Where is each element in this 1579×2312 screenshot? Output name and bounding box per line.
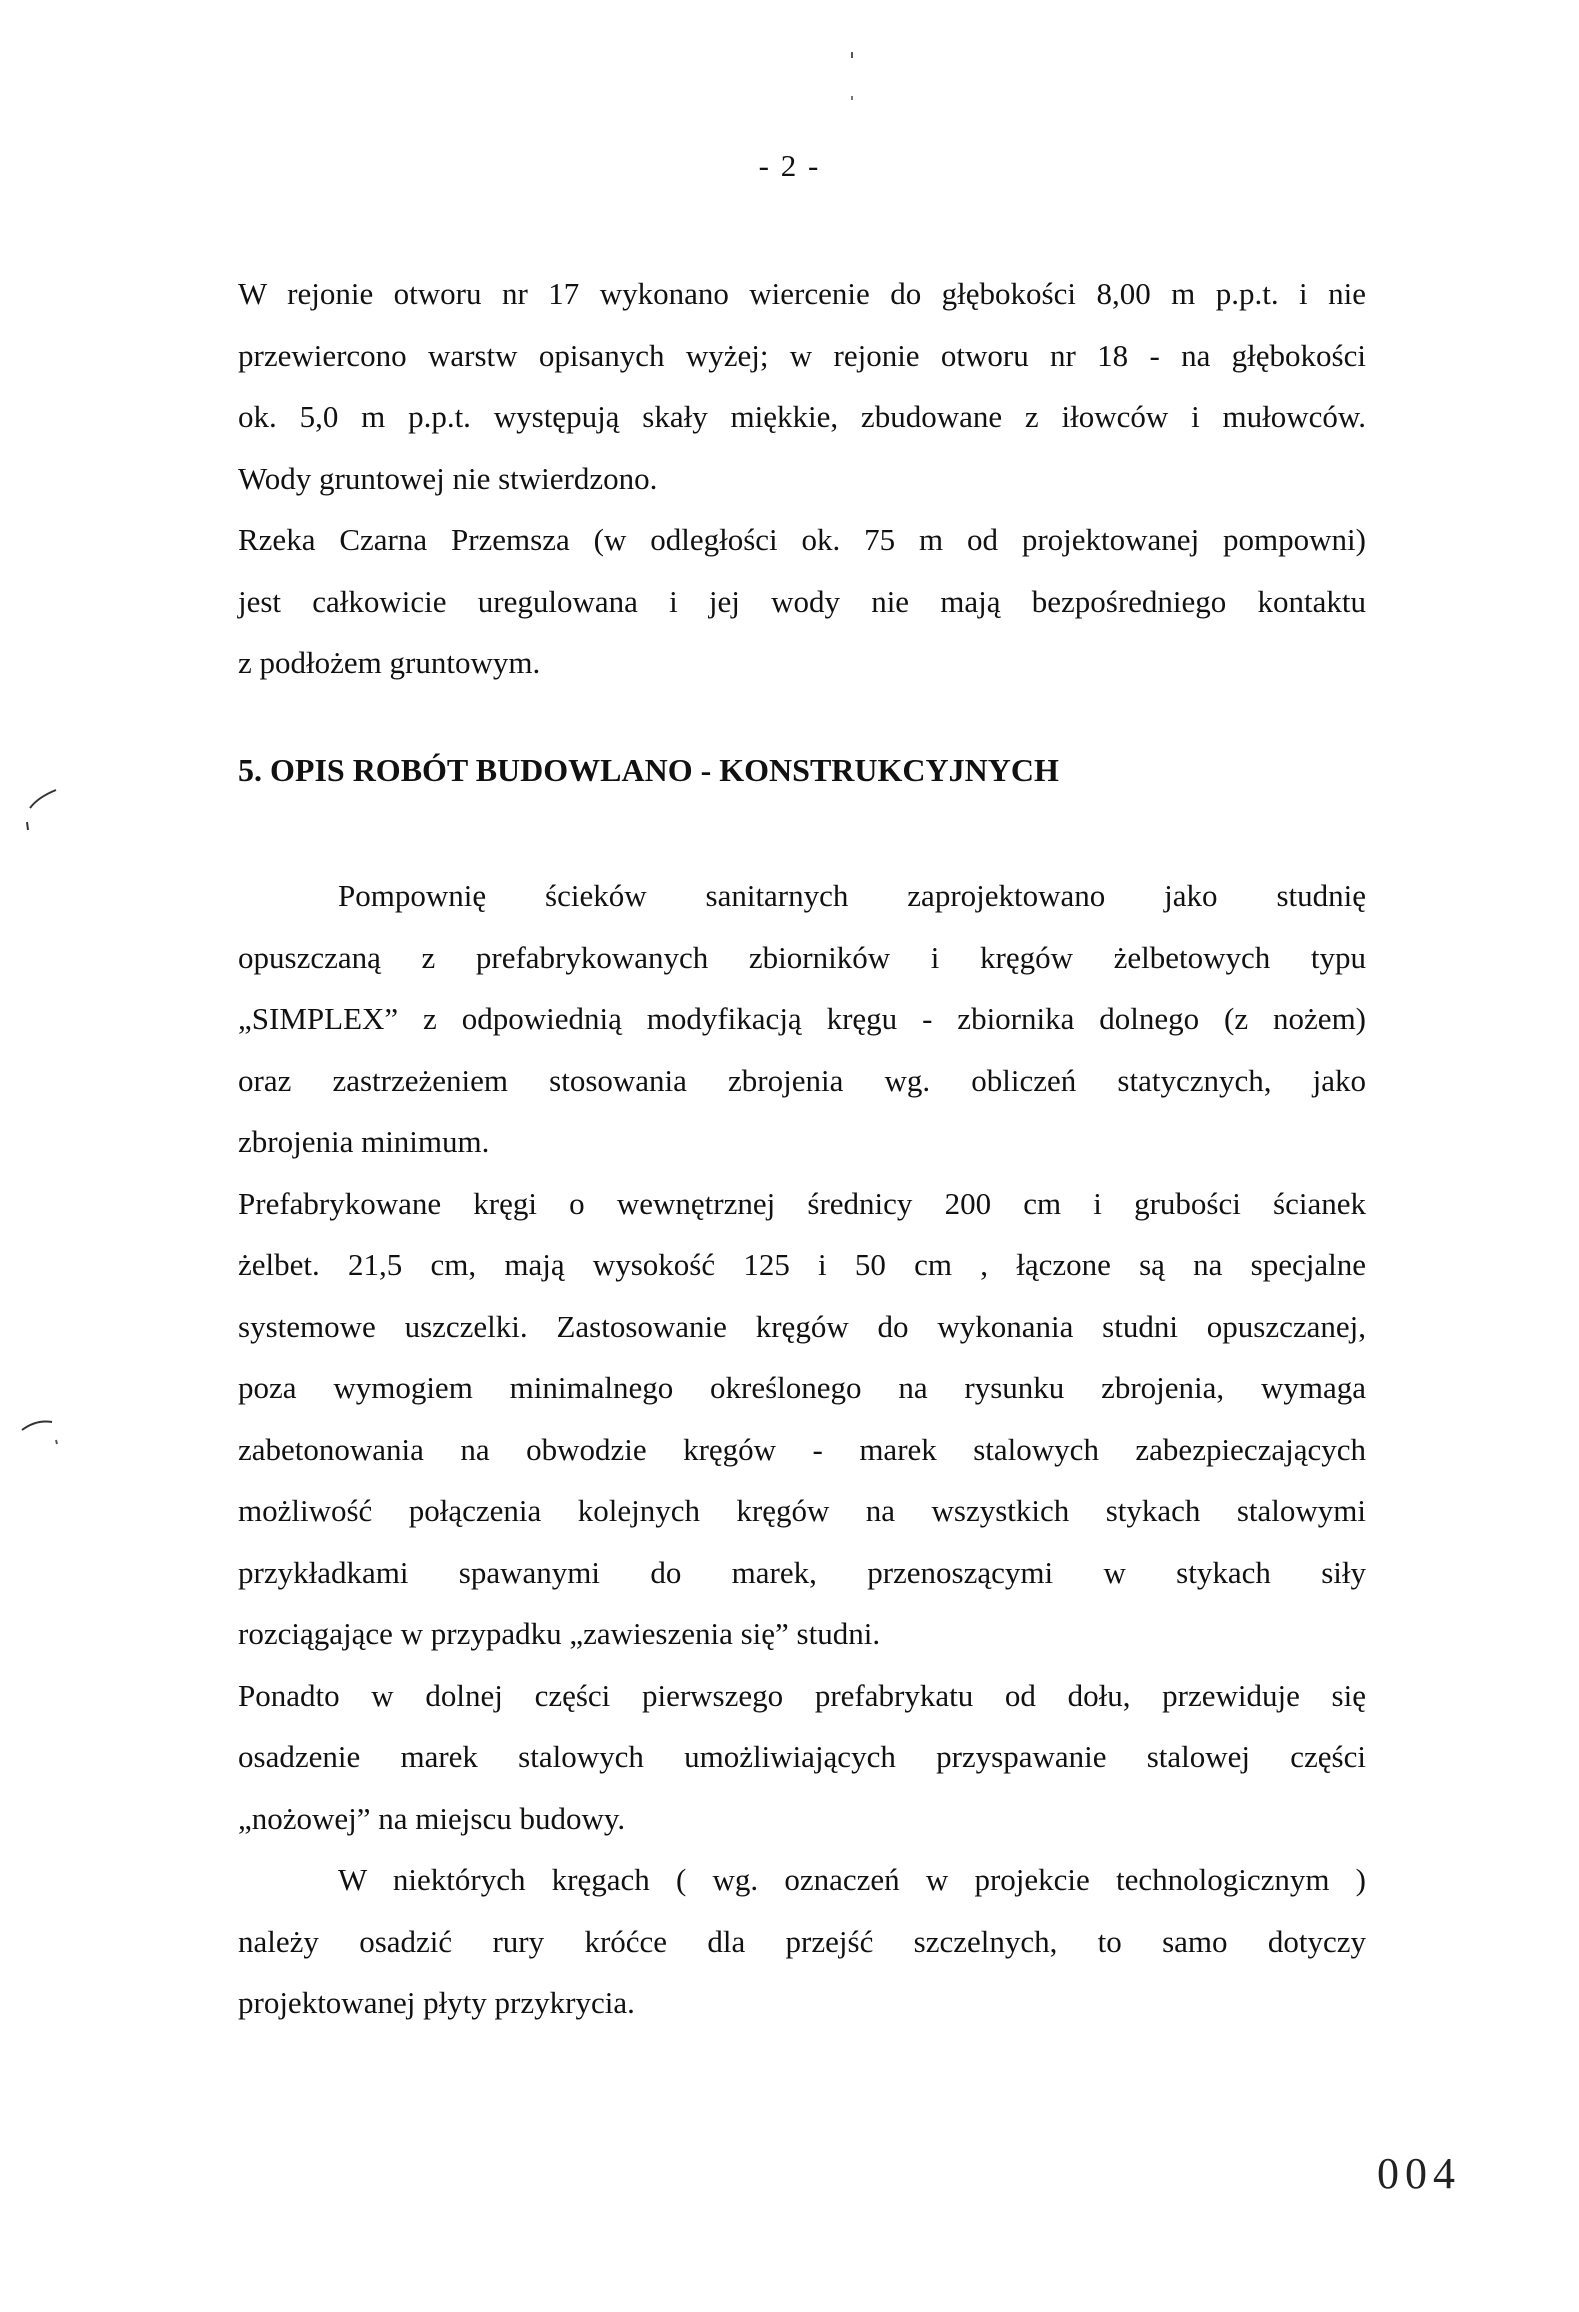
text-line: projektowanej płyty przykrycia.	[238, 1985, 635, 2020]
text-line: W niektórych kręgach ( wg. oznaczeń w projekcie technologicznym )	[338, 1862, 1366, 1897]
text-line: z podłożem gruntowym.	[238, 645, 541, 680]
text-line: Prefabrykowane kręgi o wewnętrznej średnicy 200 cm i grubości ścianek	[238, 1185, 1366, 1221]
text-line: „nożowej” na miejscu budowy.	[238, 1800, 626, 1836]
text-line: opuszczaną z prefabrykowanych zbiorników i kręgów żelbetowych typu	[238, 939, 1366, 975]
text-line: poza wymogiem minimalnego określonego na rysunku zbrojenia, wymaga	[238, 1370, 1366, 1405]
section-heading: 5. OPIS ROBÓT BUDOWLANO - KONSTRUKCYJNYCH	[238, 752, 1059, 788]
text-line: przykładkami spawanymi do marek, przenoszącymi w stykach siły	[238, 1554, 1366, 1590]
text-line: „SIMPLEX” z odpowiednią modyfikacją kręgu - zbiornika dolnego (z nożem)	[238, 1001, 1366, 1036]
text-line: rozciągające w przypadku „zawieszenia się” studni.	[238, 1616, 881, 1651]
text-line: oraz zastrzeżeniem stosowania zbrojenia wg. obliczeń statycznych, jako	[238, 1062, 1366, 1098]
text-line: przewiercono warstw opisanych wyżej; w rejonie otworu nr 18 - na głębokości	[238, 337, 1366, 373]
text-line: W rejonie otworu nr 17 wykonano wiercenie do głębokości 8,00 m p.p.t. i nie	[238, 276, 1366, 311]
text-line: systemowe uszczelki. Zastosowanie kręgów do wykonania studni opuszczanej,	[238, 1308, 1366, 1344]
text-line: Rzeka Czarna Przemsza (w odległości ok. 75 m od projektowanej pompowni)	[238, 522, 1366, 557]
text-line: Pompownię ścieków sanitarnych zaprojektowano jako studnię	[338, 878, 1366, 913]
text-line: Ponadto w dolnej części pierwszego prefabrykatu od dołu, przewiduje się	[238, 1677, 1366, 1713]
text-line: ok. 5,0 m p.p.t. występują skały miękkie, zbudowane z iłowców i mułowców.	[238, 399, 1366, 434]
text-line: jest całkowicie uregulowana i jej wody nie mają bezpośredniego kontaktu	[238, 583, 1366, 619]
margin-mark	[30, 790, 56, 808]
text-line: zabetonowania na obwodzie kręgów - marek stalowych zabezpieczających	[238, 1431, 1366, 1467]
text-line: żelbet. 21,5 cm, mają wysokość 125 i 50 cm , łączone są na specjalne	[238, 1247, 1366, 1282]
text-line: osadzenie marek stalowych umożliwiających przyspawanie stalowej części	[238, 1739, 1366, 1774]
text-line: Wody gruntowej nie stwierdzono.	[238, 460, 658, 496]
text-line: należy osadzić rury króćce dla przejść szczelnych, to samo dotyczy	[238, 1923, 1366, 1959]
margin-mark	[27, 822, 28, 830]
margin-mark	[56, 1440, 57, 1444]
margin-mark	[22, 1421, 52, 1430]
text-line: zbrojenia minimum.	[238, 1124, 490, 1159]
page-stamp-number: 004	[1377, 2149, 1461, 2198]
page-number: - 2 -	[758, 148, 821, 183]
text-line: możliwość połączenia kolejnych kręgów na wszystkich stykach stalowymi	[238, 1493, 1366, 1528]
